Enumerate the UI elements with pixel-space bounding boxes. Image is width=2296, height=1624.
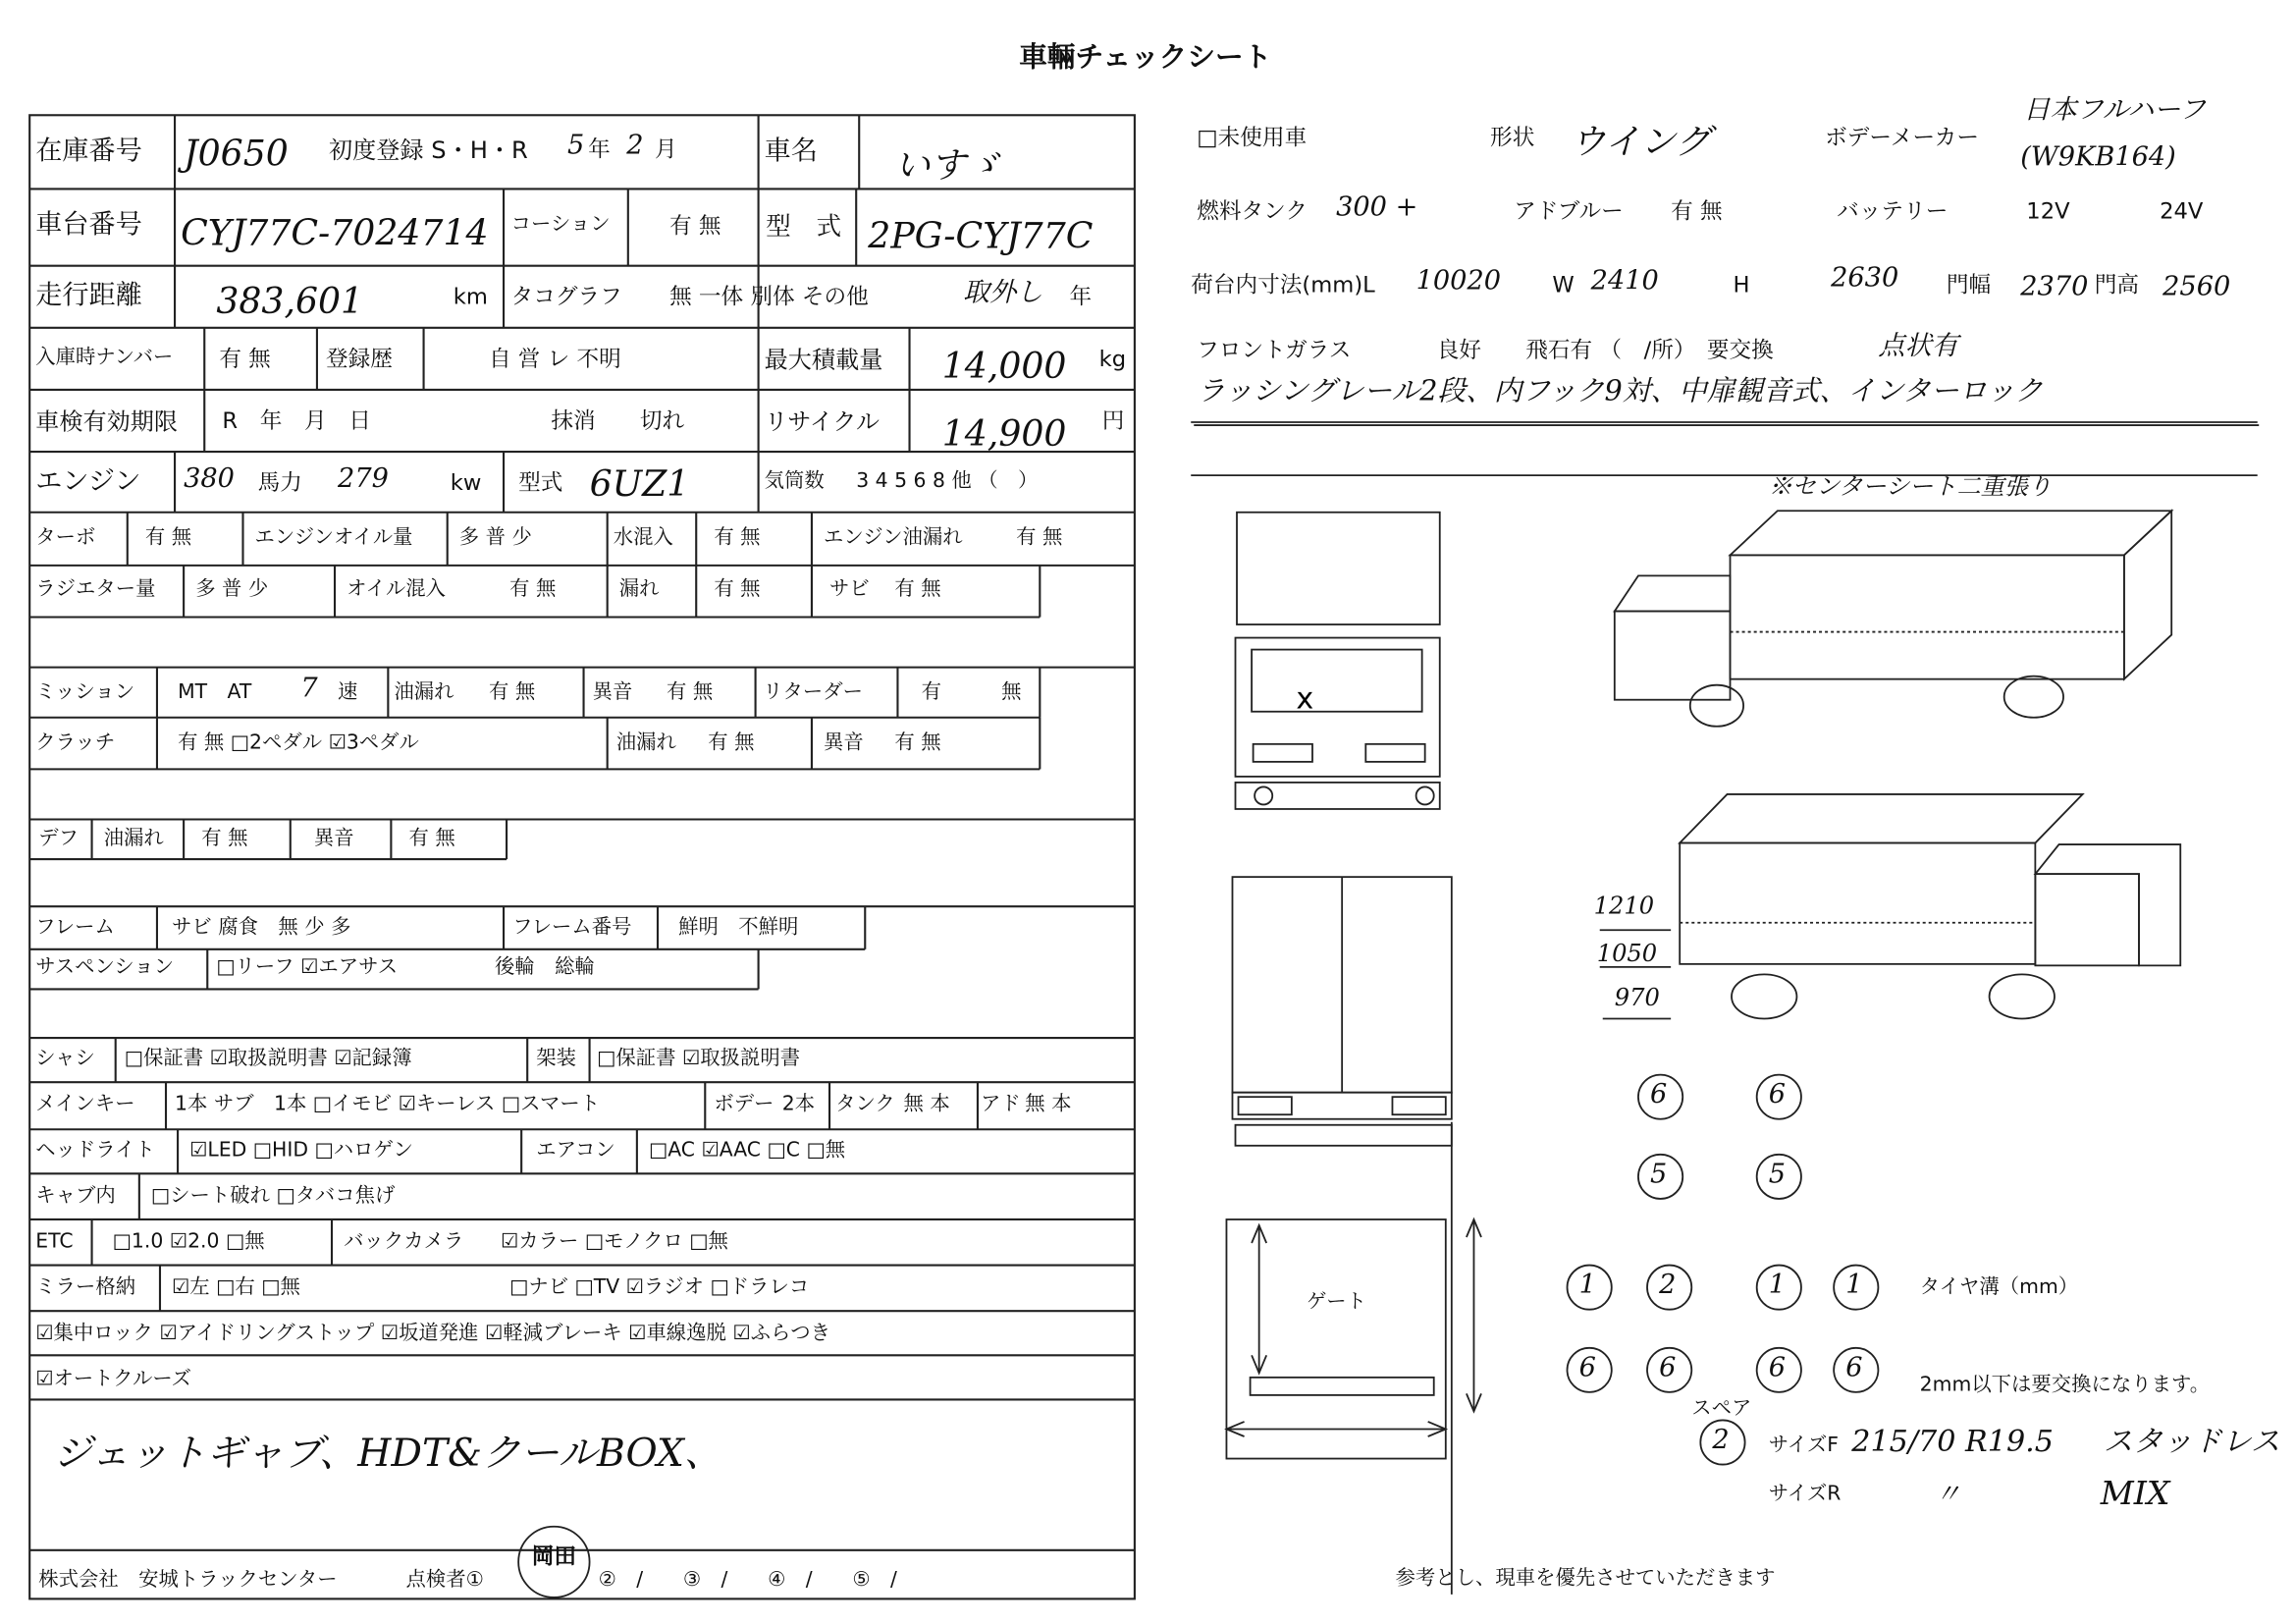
suspension-axle: 後輪 総輪: [495, 954, 595, 979]
plate-label: 入庫時ナンバー: [35, 345, 174, 369]
chassis-no: CYJ77C-7024714: [181, 212, 489, 254]
history-label: 登録歴: [325, 345, 393, 372]
coating-label: コーション: [510, 212, 611, 237]
size-r-label: サイズR: [1768, 1482, 1842, 1506]
inspection-status: 抹消 切れ: [551, 406, 685, 435]
retarder-label: リターダー: [763, 680, 863, 705]
coating-options: 有 無: [669, 212, 721, 240]
tire-rear2-d: 6: [1845, 1352, 1863, 1383]
diff-noise-options: 有 無: [408, 827, 455, 851]
center-sheet-note: ※センターシート二重張り: [1768, 472, 2053, 501]
stock-no: J0650: [184, 133, 289, 175]
leak-options: 有 無: [714, 576, 761, 601]
ad-key-label: アド: [980, 1092, 1021, 1116]
handwritten-note: ジェットギャブ、HDT&クールBOX、: [53, 1432, 723, 1477]
tire-rear1-b: 2: [1659, 1270, 1677, 1301]
leak-label: 漏れ: [618, 576, 660, 601]
front-glass-options: 良好 飛石有 （ /所） 要交換: [1436, 336, 1774, 363]
adblue-options: 有 無: [1671, 197, 1723, 225]
tire-rear1-d: 1: [1845, 1270, 1863, 1301]
turbo-options: 有 無: [144, 525, 192, 550]
mirror-options: ☑左 □右 □無: [172, 1275, 300, 1300]
nav-options: □ナビ □TV ☑ラジオ □ドラレコ: [509, 1275, 810, 1300]
first-reg-year: 5: [566, 130, 585, 161]
inspection-date: R 年 月 日: [222, 406, 371, 435]
spare-label: スペア: [1691, 1396, 1752, 1421]
dim-2: 1050: [1596, 939, 1658, 967]
body-key-value: 2本: [781, 1092, 816, 1116]
front-glass-note: 点状有: [1878, 330, 1958, 362]
cab-label: キャブ内: [35, 1183, 116, 1208]
suspension-label: サスペンション: [35, 954, 175, 979]
back-camera-options: ☑カラー □モノクロ □無: [501, 1229, 728, 1254]
dim-1: 1210: [1593, 892, 1655, 920]
turbo-label: ターボ: [35, 525, 96, 550]
rust-label: サビ: [829, 576, 870, 601]
tacho-label: タコグラフ: [510, 283, 622, 310]
maxload: 14,000: [941, 345, 1067, 387]
spare-value: 2: [1712, 1424, 1730, 1456]
cargo-height: 2630: [1831, 262, 1899, 295]
main-key-options: 1本 サブ 1本 □イモビ ☑キーレス □スマート: [175, 1092, 601, 1116]
kilowatt: 279: [338, 463, 389, 495]
kw-unit: kw: [450, 469, 482, 497]
engine-model: 6UZ1: [589, 463, 690, 506]
body-doc-options: □保証書 ☑取扱説明書: [597, 1047, 801, 1071]
tire-front-right: 6: [1768, 1079, 1787, 1110]
door-width: 2370: [2020, 271, 2089, 303]
speed-unit: 速: [338, 680, 358, 705]
company-name: 株式会社 安城トラックセンター: [38, 1567, 338, 1592]
tread-note: 2mm以下は要交換になります。: [1919, 1373, 2211, 1397]
oil-mix-label: オイル混入: [347, 576, 446, 601]
body-maker: 日本フルハーフ: [2023, 94, 2207, 126]
tire-rear1-c: 1: [1768, 1270, 1787, 1301]
kg-unit: kg: [1098, 345, 1127, 372]
tire-type-r: MIX: [2100, 1476, 2170, 1514]
water-mix-options: 有 無: [714, 525, 761, 550]
model-label: 型 式: [766, 212, 842, 243]
ad-key-value: 無 本: [1025, 1092, 1072, 1116]
shape: ウイング: [1570, 121, 1711, 163]
tire-rear2-a: 6: [1578, 1352, 1596, 1383]
cargo-w-label: W: [1552, 271, 1575, 298]
battery-selected: 24V: [2160, 197, 2204, 225]
car-name-label: 車名: [764, 135, 818, 167]
mirror-label: ミラー格納: [35, 1275, 136, 1300]
engine-oil-label: エンジンオイル量: [254, 525, 413, 550]
equipment-note: ラッシングレール2段、内フック9対、中扉観音式、インターロック: [1197, 374, 2044, 407]
cargo-label: 荷台内寸法(mm)L: [1191, 271, 1375, 298]
headlight-options: ☑LED □HID □ハロゲン: [189, 1138, 413, 1163]
tire-rear2-c: 6: [1768, 1352, 1787, 1383]
gate-label: ゲート: [1306, 1290, 1367, 1315]
year-unit: 年: [588, 135, 611, 163]
tacho-options: 無 一体 別体 その他: [669, 283, 869, 310]
cargo-h-label: H: [1733, 271, 1750, 298]
diff-noise-label: 異音: [313, 827, 354, 851]
adblue-label: アドブルー: [1514, 197, 1624, 225]
body-key-label: ボデー: [714, 1092, 774, 1116]
stock-no-label: 在庫番号: [35, 135, 142, 167]
oil-mix-options: 有 無: [509, 576, 557, 601]
front-glass-label: フロントガラス: [1197, 336, 1352, 363]
plate-options: 有 無: [219, 345, 271, 372]
dim-3: 970: [1614, 983, 1660, 1011]
month-unit: 月: [654, 135, 677, 163]
door-width-label: 門幅: [1946, 271, 1992, 298]
mileage: 383,601: [216, 280, 364, 322]
diff-leak-label: 油漏れ: [103, 827, 164, 851]
size-r: 〃: [1934, 1479, 1961, 1511]
mission-noise-options: 有 無: [667, 680, 714, 705]
diff-label: デフ: [38, 827, 79, 851]
tacho-year: 年: [1069, 283, 1093, 310]
diff-leak-options: 有 無: [201, 827, 248, 851]
inspector-stamp: 岡田: [531, 1543, 577, 1570]
cylinder-label: 気筒数: [764, 469, 825, 494]
tank-key-value: 無 本: [903, 1092, 950, 1116]
body-doc-label: 架装: [536, 1047, 577, 1071]
tire-second-left: 5: [1650, 1159, 1668, 1190]
svg-text:x: x: [1296, 681, 1314, 717]
tank-key-label: タンク: [835, 1092, 895, 1116]
cab-options: □シート破れ □タバコ焦げ: [150, 1183, 396, 1208]
clutch-noise-options: 有 無: [894, 731, 941, 755]
clutch-noise-label: 異音: [824, 731, 864, 755]
mission-leak-label: 油漏れ: [394, 680, 454, 705]
water-mix-label: 水混入: [613, 525, 673, 550]
aircon-options: □AC ☑AAC □C □無: [648, 1138, 846, 1163]
engine-leak-label: エンジン油漏れ: [824, 525, 963, 550]
chassis-doc-label: シャシ: [35, 1047, 95, 1071]
tire-rear2-b: 6: [1659, 1352, 1677, 1383]
mission-noise-label: 異音: [592, 680, 633, 705]
clutch-options: 有 無 □2ペダル ☑3ペダル: [178, 731, 419, 755]
clutch-leak-options: 有 無: [708, 731, 755, 755]
battery-label: バッテリー: [1837, 197, 1949, 225]
mission-speed: 7: [300, 673, 318, 705]
first-reg-month: 2: [626, 130, 644, 161]
tire-front-left: 6: [1650, 1079, 1668, 1110]
suspension-options: □リーフ ☑エアサス: [216, 954, 399, 979]
hp-unit: 馬力: [257, 469, 302, 497]
recycle: 14,900: [941, 413, 1067, 456]
inspector-label: 点検者①: [405, 1567, 484, 1592]
body-maker-label: ボデーメーカー: [1825, 124, 1979, 151]
mileage-label: 走行距離: [35, 280, 142, 312]
car-name: いすゞ: [894, 144, 1002, 187]
page-title: 車輛チェックシート: [1019, 41, 1272, 75]
cargo-width: 2410: [1590, 265, 1659, 298]
mission-options: MT AT: [178, 680, 252, 705]
frame-no-options: 鮮明 不鮮明: [678, 915, 799, 940]
main-key-label: メインキー: [35, 1092, 135, 1116]
engine-leak-options: 有 無: [1016, 525, 1063, 550]
km-unit: km: [453, 283, 488, 310]
history-options: 自 営 レ 不明: [488, 345, 621, 372]
headlight-label: ヘッドライト: [35, 1138, 155, 1163]
fuel-label: 燃料タンク: [1197, 197, 1308, 225]
tire-rear1-a: 1: [1578, 1270, 1596, 1301]
chassis-doc-options: □保証書 ☑取扱説明書 ☑記録簿: [124, 1047, 412, 1071]
size-f-label: サイズF: [1768, 1433, 1839, 1458]
fuel: 300 +: [1336, 191, 1418, 224]
door-height-label: 門高: [2094, 271, 2140, 298]
retarder-options: 有 無: [921, 680, 1022, 705]
size-f: 215/70 R19.5: [1851, 1423, 2054, 1459]
mission-leak-options: 有 無: [488, 680, 536, 705]
etc-options: □1.0 ☑2.0 □無: [112, 1229, 265, 1254]
mission-label: ミッション: [35, 680, 135, 705]
tire-type-f: スタッドレス: [2103, 1423, 2280, 1459]
etc-label: ETC: [35, 1229, 74, 1254]
tacho-value: 取外し: [962, 277, 1043, 309]
engine-oil-options: 多 普 少: [458, 525, 532, 550]
tire-second-right: 5: [1768, 1159, 1787, 1190]
maxload-label: 最大積載量: [764, 345, 883, 374]
cruise-options: ☑オートクルーズ: [35, 1367, 192, 1391]
frame-no-label: フレーム番号: [512, 915, 632, 940]
back-camera-label: バックカメラ: [344, 1229, 464, 1254]
radiator-options: 多 普 少: [195, 576, 269, 601]
chassis-no-label: 車台番号: [35, 209, 142, 242]
radiator-label: ラジエター量: [35, 576, 156, 601]
inspection-label: 車検有効期限: [35, 406, 179, 436]
frame-options: サビ 腐食 無 少 多: [172, 915, 351, 940]
rust-options: 有 無: [894, 576, 941, 601]
recycle-label: リサイクル: [764, 406, 880, 436]
model: 2PG-CYJ77C: [868, 215, 1094, 257]
door-height: 2560: [2163, 271, 2231, 303]
inspector-marks: ② / ③ / ④ / ⑤ /: [598, 1567, 897, 1592]
horsepower: 380: [184, 463, 235, 495]
engine-label: エンジン: [35, 466, 141, 498]
clutch-label: クラッチ: [35, 731, 116, 755]
safety-options: ☑集中ロック ☑アイドリングストップ ☑坂道発進 ☑軽減ブレーキ ☑車線逸脱 ☑ふらつき: [35, 1321, 830, 1345]
first-reg-label: 初度登録 S・H・R: [328, 135, 528, 164]
body-maker-code: (W9KB164): [2020, 141, 2176, 173]
engine-model-label: 型式: [518, 469, 563, 497]
frame-label: フレーム: [35, 915, 115, 940]
unused-checkbox: □未使用車: [1197, 124, 1308, 151]
shape-label: 形状: [1490, 124, 1535, 151]
cargo-length: 10020: [1415, 265, 1502, 298]
clutch-leak-label: 油漏れ: [615, 731, 676, 755]
cylinder-options: 3 4 5 6 8 他 （ ）: [856, 469, 1039, 494]
disclaimer: 参考とし、現車を優先させていただきます: [1395, 1566, 1776, 1591]
tread-label: タイヤ溝（mm）: [1919, 1275, 2079, 1300]
battery-options: 12V: [2026, 197, 2070, 225]
yen-unit: 円: [1101, 406, 1125, 435]
aircon-label: エアコン: [536, 1138, 615, 1163]
